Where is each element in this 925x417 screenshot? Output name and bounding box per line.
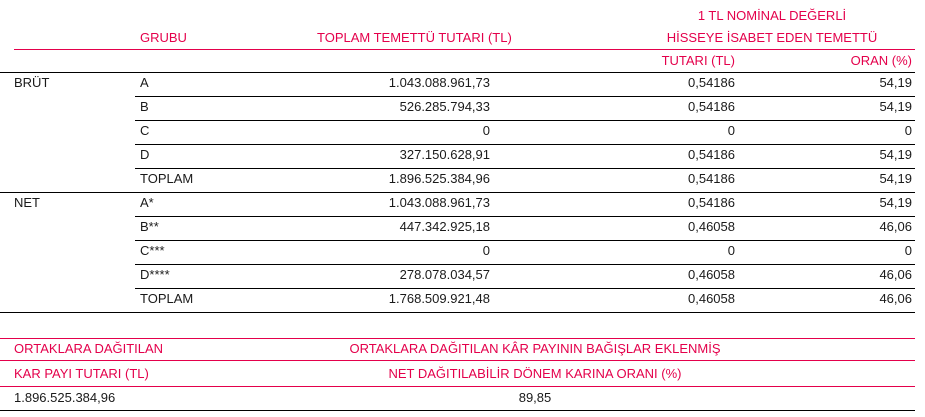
row-divider: [135, 96, 915, 97]
row-group: B**: [140, 219, 159, 234]
header-hisse-line1: 1 TL NOMİNAL DEĞERLİ: [697, 8, 847, 23]
table2-right-header-line1: ORTAKLARA DAĞITILAN KÂR PAYININ BAĞIŞLAR EKLENMİŞ: [349, 341, 721, 356]
row-dividend-per-share: 0: [727, 123, 735, 138]
header-toplam-temettu: TOPLAM TEMETTÜ TUTARI (TL): [317, 30, 512, 45]
row-group: D****: [140, 267, 170, 282]
row-dividend-per-share: 0,54186: [688, 99, 735, 114]
header-hisse-line2: HİSSEYE İSABET EDEN TEMETTÜ: [666, 30, 878, 45]
row-group: A*: [140, 195, 154, 210]
row-group: A: [140, 75, 149, 90]
table2-right-value: 89,85: [518, 390, 552, 405]
table2-header-bottom-line: [0, 386, 915, 387]
header-oran: ORAN (%): [850, 53, 912, 68]
row-dividend-per-share: 0: [727, 243, 735, 258]
row-dividend-per-share: 0,46058: [688, 267, 735, 282]
row-divider: [135, 168, 915, 169]
row-ratio: 46,06: [879, 267, 912, 282]
row-ratio: 54,19: [879, 147, 912, 162]
row-group: TOPLAM: [140, 291, 194, 306]
row-ratio: 54,19: [879, 171, 912, 186]
table2-right-header-line2: NET DAĞITILABİLİR DÖNEM KARINA ORANI (%): [388, 366, 682, 381]
row-divider: [0, 312, 915, 313]
table2-left-header-line2: KAR PAYI TUTARI (TL): [14, 366, 149, 381]
row-total-dividend: 447.342.925,18: [399, 219, 490, 234]
row-divider: [135, 264, 915, 265]
row-divider: [135, 120, 915, 121]
row-ratio: 0: [904, 243, 912, 258]
row-total-dividend: 1.768.509.921,48: [388, 291, 490, 306]
row-total-dividend: 0: [482, 123, 490, 138]
row-divider: [135, 216, 915, 217]
table2-top-line: [0, 338, 915, 339]
row-group: TOPLAM: [140, 171, 194, 186]
row-dividend-per-share: 0,54186: [688, 147, 735, 162]
row-ratio: 54,19: [879, 99, 912, 114]
row-divider: [135, 240, 915, 241]
row-total-dividend: 0: [482, 243, 490, 258]
row-dividend-per-share: 0,54186: [688, 75, 735, 90]
table2-left-header-line1: ORTAKLARA DAĞITILAN: [14, 341, 164, 356]
row-ratio: 46,06: [879, 219, 912, 234]
row-total-dividend: 327.150.628,91: [399, 147, 490, 162]
row-group: D: [140, 147, 150, 162]
row-ratio: 54,19: [879, 75, 912, 90]
row-ratio: 46,06: [879, 291, 912, 306]
row-group: B: [140, 99, 149, 114]
table-top-line: [0, 72, 915, 73]
row-total-dividend: 278.078.034,57: [399, 267, 490, 282]
header-divider: [14, 49, 915, 50]
row-divider: [135, 288, 915, 289]
row-section: NET: [14, 195, 40, 210]
row-total-dividend: 1.896.525.384,96: [388, 171, 490, 186]
row-total-dividend: 526.285.794,33: [399, 99, 490, 114]
row-dividend-per-share: 0,46058: [688, 291, 735, 306]
row-dividend-per-share: 0,54186: [688, 195, 735, 210]
row-ratio: 54,19: [879, 195, 912, 210]
header-grubu: GRUBU: [140, 30, 187, 45]
table2-bottom-line: [0, 410, 915, 411]
row-total-dividend: 1.043.088.961,73: [388, 75, 490, 90]
table2-mid-line: [0, 360, 915, 361]
table2-left-value: 1.896.525.384,96: [14, 390, 116, 405]
row-divider: [135, 144, 915, 145]
row-group: C: [140, 123, 150, 138]
row-section: BRÜT: [14, 75, 50, 90]
row-total-dividend: 1.043.088.961,73: [388, 195, 490, 210]
header-tutari: TUTARI (TL): [661, 53, 735, 68]
row-divider: [0, 192, 915, 193]
row-ratio: 0: [904, 123, 912, 138]
row-group: C***: [140, 243, 165, 258]
row-dividend-per-share: 0,54186: [688, 171, 735, 186]
row-dividend-per-share: 0,46058: [688, 219, 735, 234]
